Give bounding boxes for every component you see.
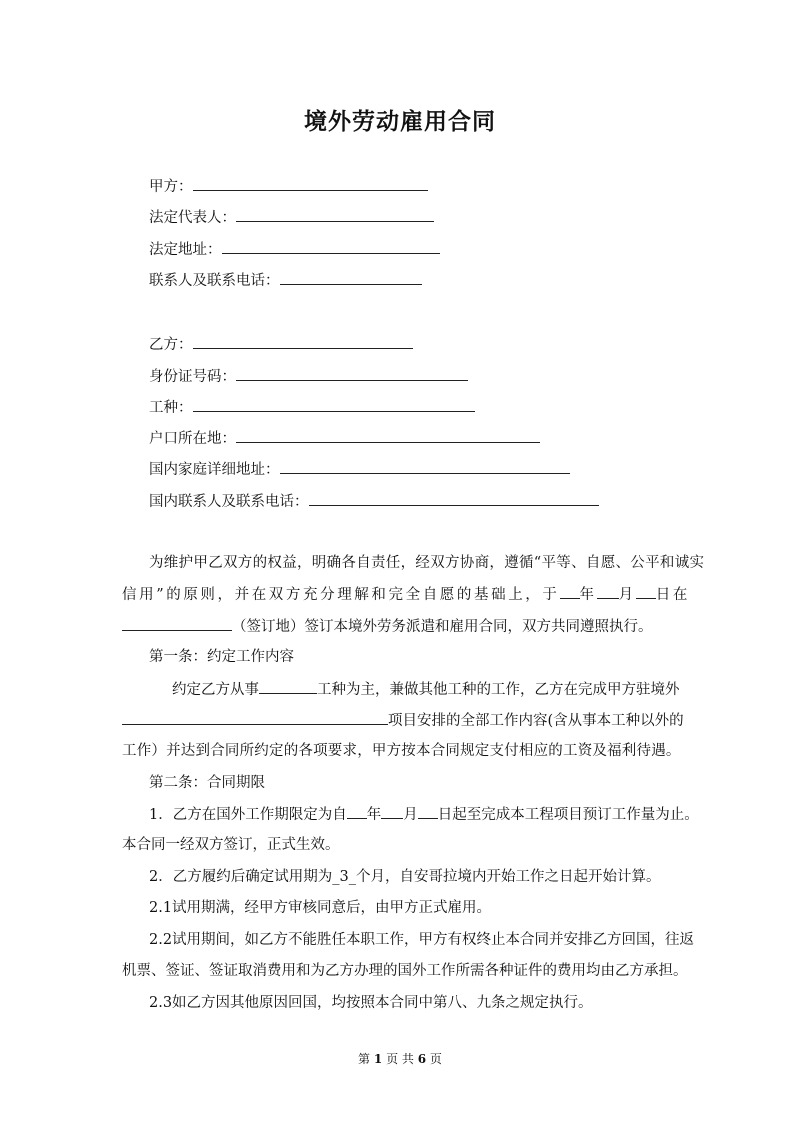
preamble-day: 日在 [655,587,690,603]
party-a-name-blank[interactable] [193,176,428,191]
article-1-line-2 [122,710,684,731]
party-a-name-label: 甲方： [149,179,193,195]
party-a-contact-blank[interactable] [280,270,422,285]
preamble-day-blank[interactable] [636,584,656,599]
party-b-hukou-blank[interactable] [236,428,540,443]
party-b-job-blank[interactable] [193,397,475,412]
party-b-id-row [149,366,468,387]
party-b-contact-label: 国内联系人及联系电话： [149,494,309,510]
article-1-heading [149,647,294,667]
preamble-month-blank[interactable] [597,584,619,599]
term-day-blank[interactable] [418,804,438,819]
preamble-text-2: 信用”的原则，并在双方充分理解和完全自愿的基础上，于 [122,587,560,603]
party-a-rep-label: 法定代表人： [149,210,236,226]
clause-2-text: 2．乙方履约后确定试用期为_3_个月，自安哥拉境内开始工作之日起开始计算。 [149,869,661,885]
preamble-line-3 [122,616,653,637]
article-2-clause-1-cont [122,835,340,855]
party-b-home-label: 国内家庭详细地址： [149,462,280,478]
document-title: 境外劳动雇用合同 [304,108,496,135]
clause-1-text-d: 日起至完成本工程项目预订工作量为止。 [437,807,699,823]
party-b-contact-row [149,491,599,512]
clause-1-text-e: 本合同一经双方签订，正式生效。 [122,837,340,853]
article-1-line-3 [122,741,681,761]
job-type-blank[interactable] [259,679,317,694]
article-1-text-2: 项目安排的全部工作内容(含从事本工种以外的 [388,713,684,729]
article-2-clause-2-3 [149,993,593,1013]
article-2-heading [149,773,265,793]
clause-2-1-text: 2.1试用期满，经甲方审核同意后，由甲方正式雇用。 [149,900,492,916]
footer-post: 页 [429,1052,442,1066]
party-a-address-label: 法定地址： [149,242,222,258]
preamble-year-blank[interactable] [560,584,580,599]
article-1-line-1 [172,679,680,700]
preamble-line-1 [149,553,704,573]
party-b-id-blank[interactable] [236,366,468,381]
article-2-heading-text: 第二条：合同期限 [149,775,265,791]
clause-2-3-text: 2.3如乙方因其他原因回国，均按照本合同中第八、九条之规定执行。 [149,995,593,1011]
party-a-address-blank[interactable] [222,239,440,254]
article-1-heading-text: 第一条：约定工作内容 [149,649,294,665]
project-blank[interactable] [122,710,388,725]
party-b-job-label: 工种： [149,400,193,416]
party-b-hukou-label: 户口所在地： [149,431,236,447]
party-b-job-row [149,397,475,418]
clause-1-month: 月 [403,807,418,823]
party-b-home-row [149,459,570,480]
footer-pre: 第 [358,1052,371,1066]
clause-1-text-a: 1．乙方在国外工作期限定为自 [149,807,347,823]
party-a-rep-blank[interactable] [236,207,434,222]
article-2-clause-2 [149,867,660,887]
clause-2-2-text-a: 2.2试用期间，如乙方不能胜任本职工作，甲方有权终止本合同并安排乙方回国，往返 [149,932,695,948]
preamble-year: 年 [579,587,597,603]
preamble-line-2 [122,584,690,605]
preamble-month: 月 [618,587,636,603]
footer-total-pages: 6 [417,1052,427,1066]
footer-page-number: 1 [373,1052,383,1066]
party-a-contact-row [149,270,422,291]
party-b-name-label: 乙方： [149,337,193,353]
clause-1-year: 年 [366,807,382,823]
article-2-clause-2-2-cont [122,961,688,981]
article-1-text-1a: 约定乙方从事 [172,682,259,698]
party-b-id-label: 身份证号码： [149,369,236,385]
party-a-name-row [149,176,428,197]
term-month-blank[interactable] [381,804,403,819]
signing-place-blank[interactable] [122,616,232,631]
party-a-contact-label: 联系人及联系电话： [149,273,280,289]
article-2-clause-1 [149,804,699,825]
party-b-name-blank[interactable] [193,334,413,349]
article-1-text-3: 工作）并达到合同所约定的各项要求，甲方按本合同规定支付相应的工资及福利待遇。 [122,743,681,759]
footer-mid: 页 共 [386,1052,414,1066]
page-footer [0,1050,800,1067]
preamble-text-1: 为维护甲乙双方的权益，明确各自责任，经双方协商，遵循“平等、自愿、公平和诚实 [149,555,705,571]
party-b-hukou-row [149,428,540,449]
party-b-name-row [149,334,413,355]
article-1-text-1b: 工种为主，兼做其他工种的工作，乙方在完成甲方驻境外 [317,682,680,698]
preamble-text-3: （签订地）签订本境外劳务派遣和雇用合同，双方共同遵照执行。 [232,619,653,635]
party-a-address-row [149,239,440,260]
party-b-home-blank[interactable] [280,459,570,474]
article-2-clause-2-1 [149,898,491,918]
party-b-contact-blank[interactable] [309,491,599,506]
article-2-clause-2-2 [149,930,694,950]
term-year-blank[interactable] [347,804,367,819]
party-a-rep-row [149,207,434,228]
clause-2-2-text-b: 机票、签证、签证取消费用和为乙方办理的国外工作所需各种证件的费用均由乙方承担。 [122,963,688,979]
